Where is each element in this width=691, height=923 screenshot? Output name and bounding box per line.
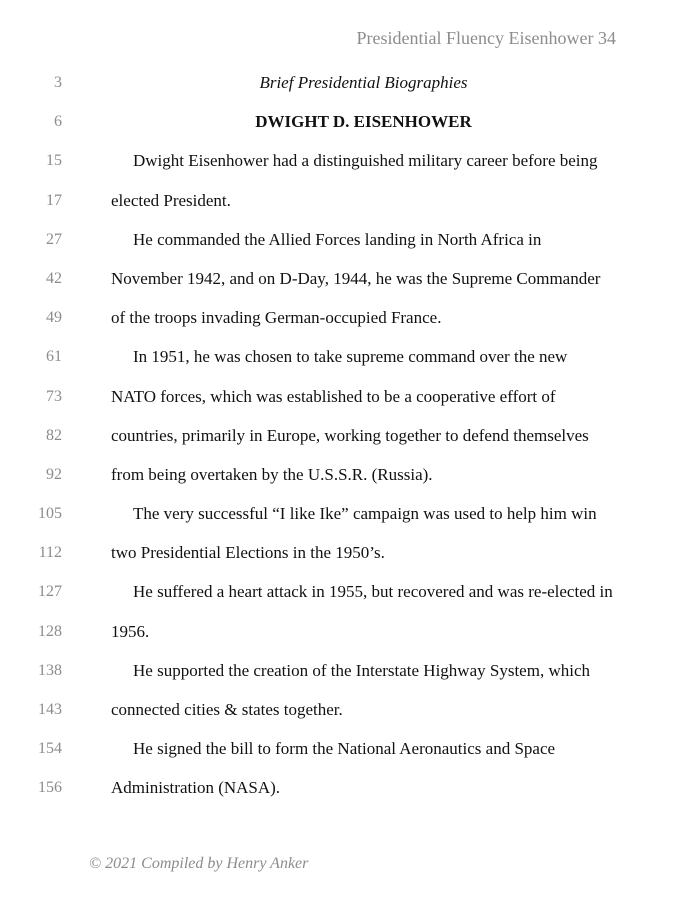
text-line bbox=[0, 102, 691, 141]
line-number: 105 bbox=[38, 505, 62, 523]
paragraph-line: The very successful “I like Ike” campaign was used to help him win bbox=[133, 504, 597, 524]
text-line bbox=[0, 141, 691, 180]
text-line bbox=[0, 455, 691, 494]
line-number: 112 bbox=[38, 544, 62, 562]
line-number: 154 bbox=[38, 740, 62, 758]
paragraph-line: countries, primarily in Europe, working together to defend themselves bbox=[111, 425, 589, 445]
paragraph-line: Administration (NASA). bbox=[111, 778, 281, 798]
paragraph-line: In 1951, he was chosen to take supreme command over the new bbox=[133, 347, 568, 367]
paragraph-line: He commanded the Allied Forces landing in North Africa in bbox=[133, 229, 542, 249]
text-line bbox=[0, 63, 691, 102]
text-line bbox=[0, 729, 691, 768]
section-subtitle: Brief Presidential Biographies bbox=[259, 73, 468, 92]
line-number: 156 bbox=[38, 779, 62, 797]
text-line bbox=[0, 768, 691, 807]
paragraph-line: elected President. bbox=[111, 190, 231, 210]
text-line bbox=[0, 220, 691, 259]
text-line bbox=[0, 416, 691, 455]
paragraph-line: 1956. bbox=[111, 621, 150, 641]
line-number: 92 bbox=[46, 465, 62, 483]
paragraph-line: from being overtaken by the U.S.S.R. (Russia). bbox=[111, 464, 433, 484]
line-number: 27 bbox=[46, 230, 62, 248]
line-number: 15 bbox=[46, 152, 62, 170]
paragraph-line: He supported the creation of the Interstate Highway System, which bbox=[133, 660, 590, 680]
paragraph-line: of the troops invading German-occupied France. bbox=[111, 308, 442, 328]
text-line bbox=[0, 298, 691, 337]
paragraph-line: two Presidential Elections in the 1950’s. bbox=[111, 543, 385, 563]
line-number: 61 bbox=[46, 348, 62, 366]
line-number: 143 bbox=[38, 701, 62, 718]
text-line bbox=[0, 533, 691, 572]
paragraph-line: Dwight Eisenhower had a distinguished military career before being bbox=[133, 151, 598, 171]
page-title: DWIGHT D. EISENHOWER bbox=[255, 112, 472, 132]
line-number: 42 bbox=[46, 269, 62, 287]
text-line bbox=[0, 377, 691, 416]
numbered-text-body bbox=[0, 63, 691, 808]
text-line bbox=[0, 572, 691, 611]
text-line bbox=[0, 651, 691, 690]
text-line bbox=[0, 690, 691, 729]
line-number: 138 bbox=[38, 661, 62, 679]
text-line bbox=[0, 259, 691, 298]
copyright-footer: © 2021 Compiled by Henry Anker bbox=[89, 855, 309, 872]
line-number: 6 bbox=[54, 113, 62, 131]
line-number: 17 bbox=[46, 191, 62, 209]
text-line bbox=[0, 337, 691, 376]
text-line bbox=[0, 181, 691, 220]
line-number: 49 bbox=[46, 309, 62, 327]
paragraph-line: NATO forces, which was established to be a cooperative effort of bbox=[111, 386, 556, 406]
text-line bbox=[0, 494, 691, 533]
running-header: Presidential Fluency Eisenhower 34 bbox=[356, 28, 616, 48]
line-number: 128 bbox=[38, 622, 62, 640]
paragraph-line: November 1942, and on D-Day, 1944, he was the Supreme Commander bbox=[111, 268, 601, 288]
paragraph-line: connected cities & states together. bbox=[111, 700, 343, 719]
text-line bbox=[0, 612, 691, 651]
line-number: 82 bbox=[46, 426, 62, 444]
line-number: 127 bbox=[38, 583, 62, 601]
paragraph-line: He signed the bill to form the National Aeronautics and Space bbox=[133, 739, 556, 759]
line-number: 73 bbox=[46, 387, 62, 405]
paragraph-line: He suffered a heart attack in 1955, but recovered and was re-elected in bbox=[133, 582, 613, 602]
line-number: 3 bbox=[54, 74, 62, 91]
